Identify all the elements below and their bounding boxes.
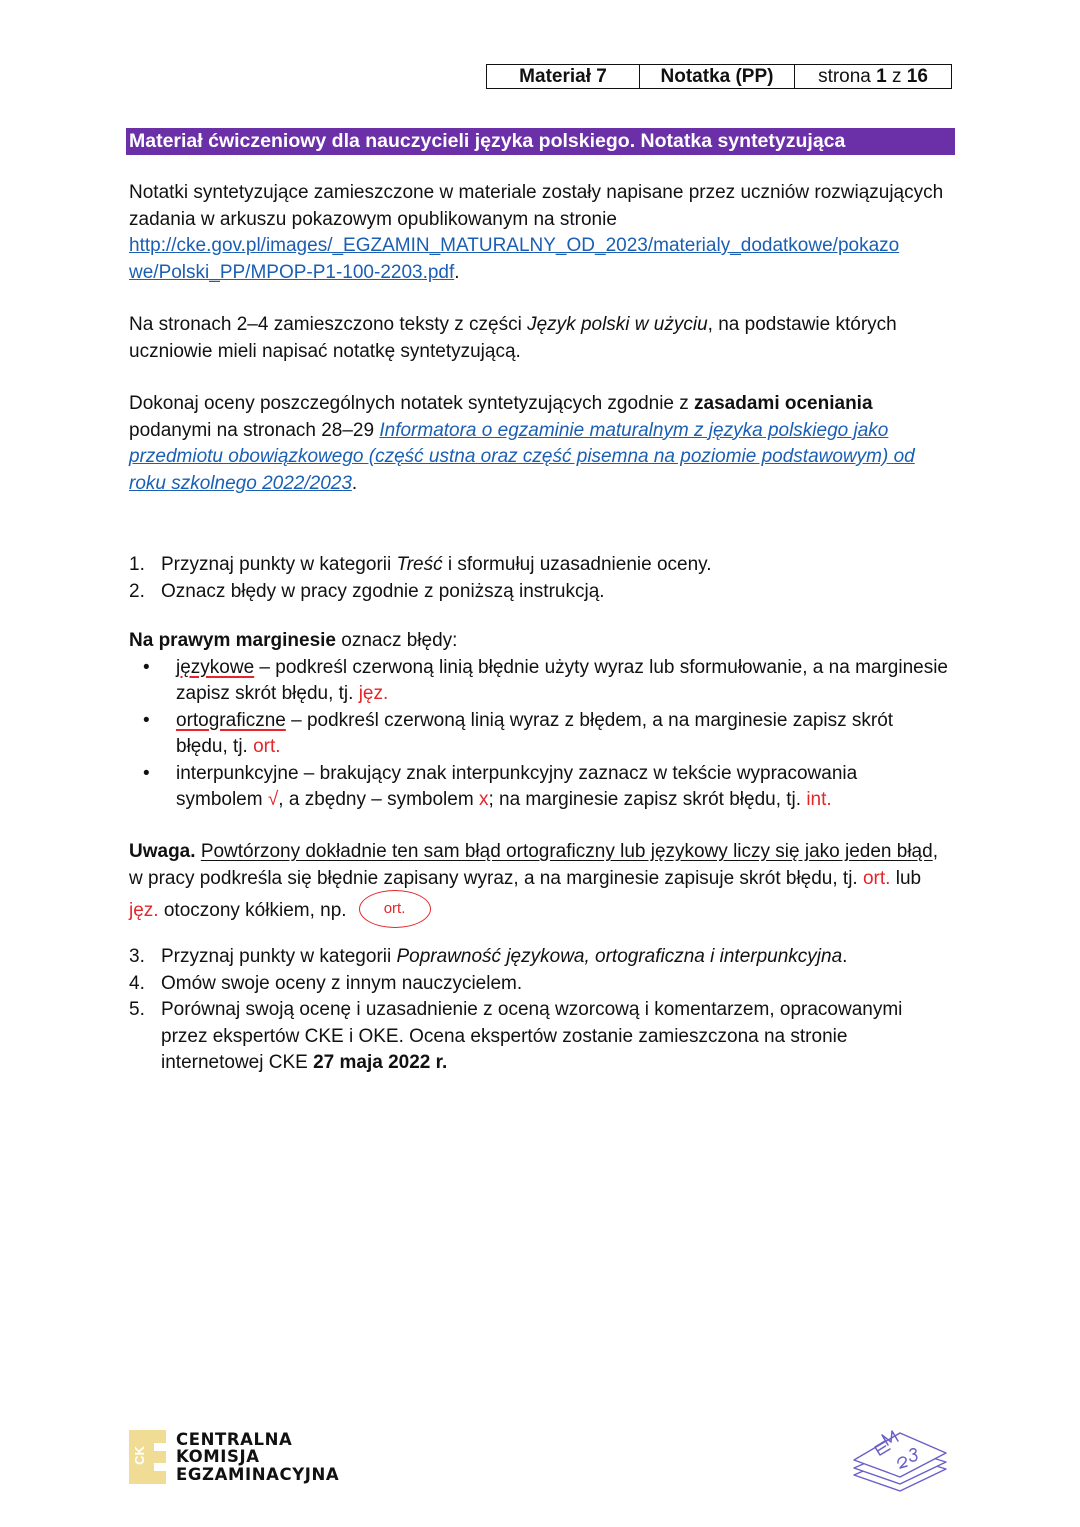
margin-rules: Na prawym marginesie oznacz błędy: • językowe – podkreśl czerwoną linią błędnie użyty wyraz lub sformułowanie, a na marginesie zapisz skrót błędu, tj. jęz. • ortograficzne – podkreśl czerwoną linią wyraz z błędem, a na marginesie zapisz skrót błędu, tj. ort. • interpunkcyjne – brakujący znak interpunkcyjny zaznacz w tekście wypracowania symbolem √, a zbędny – symbolem x; na marginesie zapisz skrót błędu, tj. int. [129,628,949,814]
step-item: 4. Omów swoje oceny z innym nauczycielem. [129,972,523,994]
rule-item-ortograficzne: • ortograficzne – podkreśl czerwoną linią wyraz z błędem, a na marginesie zapisz skrót błędu, tj. ort. [143,709,894,757]
title-banner: Materiał ćwiczeniowy dla nauczycieli języka polskiego. Notatka syntetyzująca [126,128,955,155]
arkusz-link[interactable]: http://cke.gov.pl/images/_EGZAMIN_MATURALNY_OD_2023/materialy_dodatkowe/pokazo we/Polski_PP/MPOP-P1-100-2203.pdf [129,235,900,283]
header-table [486,64,952,89]
intro-paragraph: Notatki syntetyzujące zamieszczone w materiale zostały napisane przez uczniów rozwiązujących zadania w arkuszu pokazowym opublikowanym na stronie http://cke.gov.pl/images/_EGZAMIN_MATURALNY_OD_2023/materialy_dodatkowe/pokazo we/Polski_PP/MPOP-P1-100-2203.pdf. [129,182,944,283]
circled-error-example: ort. [359,890,431,928]
step-item: 1. Przyznaj punkty w kategorii Treść i sformułuj uzasadnienie oceny. [129,554,712,575]
cke-mark-icon: CK [129,1430,166,1484]
grading-paragraph: Dokonaj oceny poszczególnych notatek syntetyzujących zgodnie z zasadami oceniania podanymi na stronach 28–29 Informatora o egzaminie maturalnym z języka polskiego jako przedmiotu obowiązkowego (część ustna oraz część pisemna na poziomie podstawowym) od roku szkolnego 2022/2023. [129,393,915,494]
steps-list-1 [129,552,949,605]
rule-item-jezykowe: • językowe – podkreśl czerwoną linią błędnie użyty wyraz lub sformułowanie, a na marginesie zapisz skrót błędu, tj. jęz. [143,656,948,704]
document-type: Notatka (PP) [640,65,795,89]
page-indicator: strona 1 z 16 [795,65,952,89]
step-item: 3. Przyznaj punkty w kategorii Poprawność językowa, ortograficzna i interpunkcyjna. [129,946,848,967]
texts-paragraph: Na stronach 2–4 zamieszczono teksty z części Język polski w użyciu, na podstawie których uczniowie mieli napisać notatkę syntetyzującą. [129,314,897,362]
informator-link[interactable]: Informatora o egzaminie maturalnym z języka polskiego jako przedmiotu obowiązkowego (część ustna oraz część pisemna na poziomie podstawowym) od roku szkolnego 2022/2023 [129,419,915,494]
step-item: 5. Porównaj swoją ocenę i uzasadnienie z oceną wzorcową i komentarzem, opracowanymi przez ekspertów CKE i OKE. Ocena ekspertów zostanie zamieszczona na stronie internetowej CKE 27 maja 2022 r. [129,999,903,1073]
steps-list-2 [129,944,949,1077]
material-number: Materiał 7 [487,65,640,89]
note-paragraph: Uwaga. Powtórzony dokładnie ten sam błąd ortograficzny lub językowy liczy się jako jeden błąd, w pracy podkreśla się błędnie zapisany wyraz, a na marginesie zapisuje skrót błędu, tj. ort. lub jęz. otoczony kółkiem, np. ort. [129,839,949,930]
em23-logo-icon [850,1425,950,1500]
step-item: 2. Oznacz błędy w pracy zgodnie z poniższą instrukcją. [129,580,605,602]
rule-item-interpunkcyjne: • interpunkcyjne – brakujący znak interpunkcyjny zaznacz w tekście wypracowania symbolem √, a zbędny – symbolem x; na marginesie zapisz skrót błędu, tj. int. [143,762,858,810]
cke-logo [129,1430,339,1484]
cke-name: CENTRALNA KOMISJA EGZAMINACYJNA [176,1429,340,1484]
